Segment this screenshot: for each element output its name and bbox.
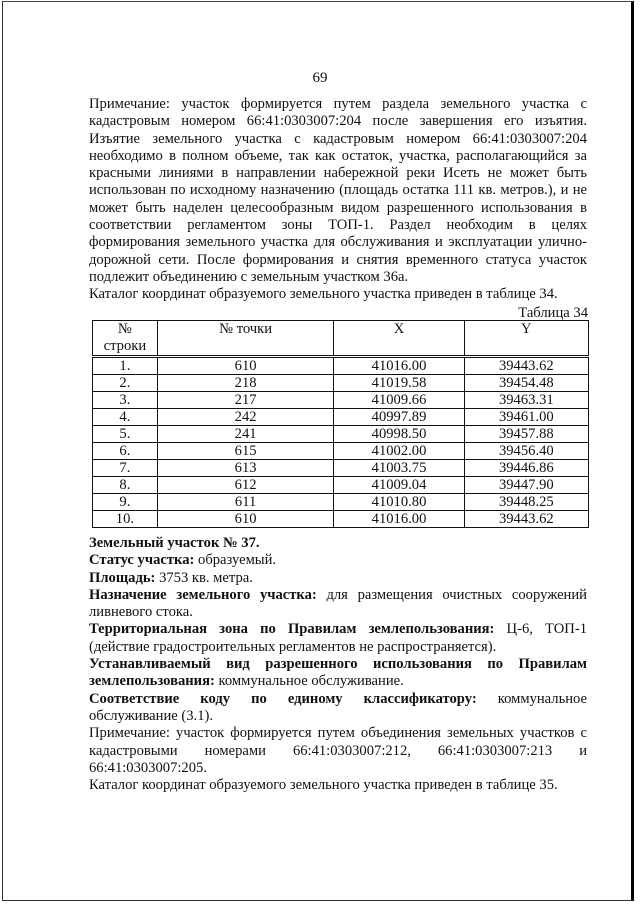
table-row: 4. 242 40997.89 39461.00	[93, 409, 589, 426]
plot-purpose: Назначение земельного участка: для размещения очистных сооружений ливневого стока.	[89, 586, 587, 621]
table-row: 7. 613 41003.75 39446.86	[93, 460, 589, 477]
plot-zone: Территориальная зона по Правилам землепользования: Ц-6, ТОП-1 (действие градостроительных регламентов не распространяется).	[89, 621, 587, 655]
table-row: 2. 218 41019.58 39454.48	[93, 375, 589, 392]
table-row: 6. 615 41002.00 39456.40	[93, 443, 589, 460]
plot-note: Примечание: участок формируется путем объединения земельных участков с кадастровыми номерами 66:41:0303007:212, 66:41:0303007:213 и 66:41:0303007:205.	[89, 725, 587, 776]
page-number: 69	[312, 70, 328, 86]
table-row: 9. 611 41010.80 39448.25	[93, 494, 589, 511]
plot-status: Статус участка: образуемый.	[89, 552, 277, 569]
plot-catalog-reference: Каталог координат образуемого земельного участка приведен в таблице 35.	[89, 777, 558, 794]
table-row: 5. 241 40998.50 39457.88	[93, 426, 589, 443]
header-point-number: № точки	[157, 321, 334, 357]
table-row: 3. 217 41009.66 39463.31	[93, 392, 589, 409]
table-row: 10. 610 41016.00 39443.62	[93, 511, 589, 528]
plot-permitted-use: Устанавливаемый вид разрешенного использования по Правилам землепользования: коммунальное обслуживание.	[89, 656, 587, 690]
table-row: 8. 612 41009.04 39447.90	[93, 477, 589, 494]
header-y: Y	[464, 321, 588, 357]
plot-area: Площадь: 3753 кв. метра.	[89, 569, 253, 586]
plot-classifier-code: Соответствие коду по единому классификатору: коммунальное обслуживание (3.1).	[89, 690, 587, 724]
table-header-row	[93, 321, 589, 357]
intro-section	[89, 96, 587, 304]
table-caption: Таблица 34	[518, 305, 588, 321]
coordinates-table	[92, 320, 589, 528]
plot-37-section	[89, 535, 587, 794]
intro-catalog-reference: Каталог координат образуемого земельного участка приведен в таблице 34.	[89, 286, 558, 303]
plot-37-title: Земельный участок № 37.	[89, 535, 260, 551]
intro-note: Примечание: участок формируется путем раздела земельного участка с кадастровым номером 66:41:0303007:204 после завершения его изъятия. Изъятие земельного участка с кадастровым номером 66:41:0303007:204 необходимо в полном объеме, так как остаток, участка, располагающийся за красными линиями в направлении набережной реки Исеть не может быть использован по исходному назначению (площадь остатка 111 кв. метров.), и не может быть наделен целесообразным видом разрешенного использования в соответствии регламентом зоны ТОП-1. Раздел необходим в целях формирования земельного участка для обслуживания и эксплуатации улично-дорожной сети. После формирования и снятия временного статуса участок подлежит объединению с земельным участком 36а.	[89, 96, 587, 285]
table-row: 1. 610 41016.00 39443.62	[93, 357, 589, 375]
header-x: X	[334, 321, 464, 357]
header-row-number: № строки	[93, 321, 158, 357]
